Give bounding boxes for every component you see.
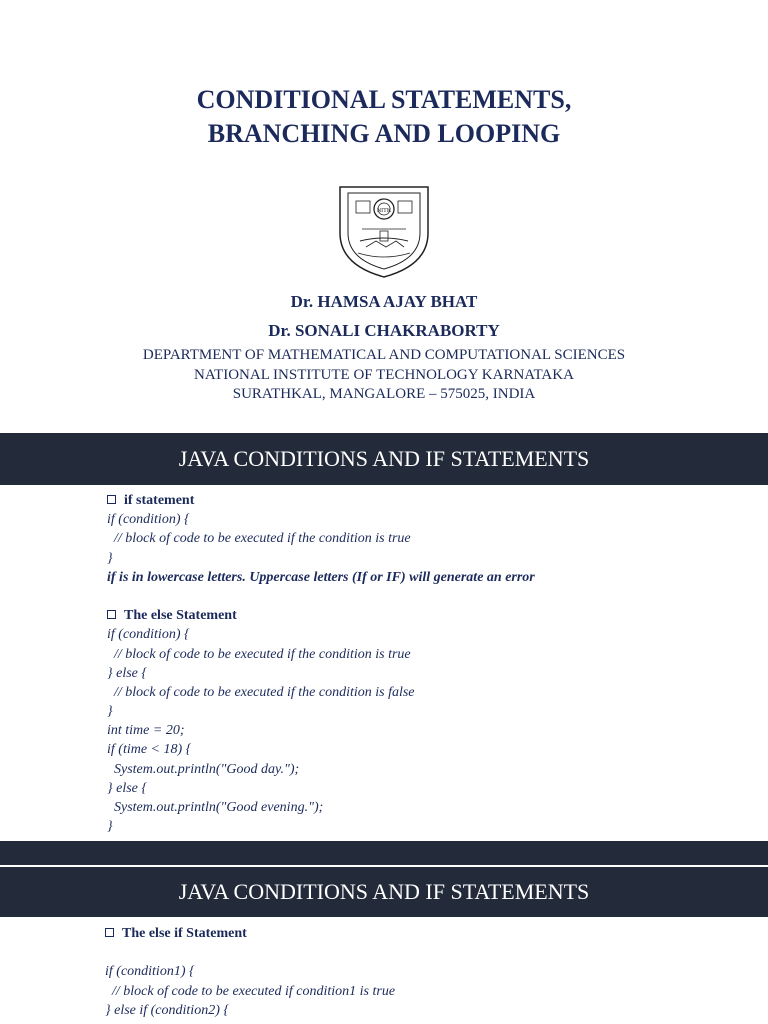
banner-title: JAVA CONDITIONS AND IF STATEMENTS [178, 879, 590, 904]
spacer [105, 943, 745, 962]
code-line: if (condition1) { [105, 964, 195, 980]
code-line: } [107, 550, 113, 566]
if-statement-heading: if statement [107, 491, 747, 510]
else-if-heading: The else if Statement [105, 924, 745, 943]
section-if-statements [107, 491, 747, 836]
author-2: Dr. SONALI CHAKRABORTY [268, 321, 500, 340]
affiliation [0, 346, 768, 405]
code-line: } [107, 704, 113, 720]
code-line: // block of code to be executed if the condition is true [107, 531, 411, 547]
checkbox-bullet-icon [105, 928, 114, 937]
page-title [0, 83, 768, 151]
code-line: System.out.println("Good day."); [107, 761, 300, 777]
code-line: // block of code to be executed if the condition is false [107, 684, 415, 700]
code-line: if (condition) { [107, 512, 190, 528]
code-line: } [107, 819, 113, 835]
institute-seal-logo [336, 183, 432, 279]
banner-title: JAVA CONDITIONS AND IF STATEMENTS [178, 446, 590, 471]
code-line: int time = 20; [107, 723, 185, 739]
title-line-2: BRANCHING AND LOOPING [207, 119, 561, 148]
lowercase-note: if is in lowercase letters. Uppercase letters (If or IF) will generate an error [107, 569, 535, 585]
code-line: } else if (condition2) { [105, 1002, 229, 1018]
section-else-if [105, 924, 745, 1020]
code-line: if (time < 18) { [107, 742, 192, 758]
code-line: } else { [107, 665, 147, 681]
author-1: Dr. HAMSA AJAY BHAT [290, 292, 478, 311]
code-line: } else { [107, 780, 147, 796]
affiliation-institute: NATIONAL INSTITUTE OF TECHNOLOGY KARNATAKA [194, 366, 574, 383]
else-statement-heading: The else Statement [107, 606, 747, 625]
affiliation-address: SURATHKAL, MANGALORE – 575025, INDIA [232, 386, 536, 402]
checkbox-bullet-icon [107, 610, 116, 619]
title-line-1: CONDITIONAL STATEMENTS, [196, 85, 572, 114]
section-banner-1 [0, 433, 768, 485]
checkbox-bullet-icon [107, 495, 116, 504]
code-line: if (condition) { [107, 627, 190, 643]
section-banner-2 [0, 867, 768, 917]
spacer [107, 587, 747, 606]
affiliation-department: DEPARTMENT OF MATHEMATICAL AND COMPUTATIONAL SCIENCES [142, 347, 626, 363]
svg-text:NITK: NITK [376, 208, 392, 214]
code-line: // block of code to be executed if the condition is true [107, 646, 411, 662]
page-divider-bar [0, 841, 768, 865]
code-line: System.out.println("Good evening."); [107, 800, 324, 815]
code-line: // block of code to be executed if condition1 is true [105, 983, 396, 999]
